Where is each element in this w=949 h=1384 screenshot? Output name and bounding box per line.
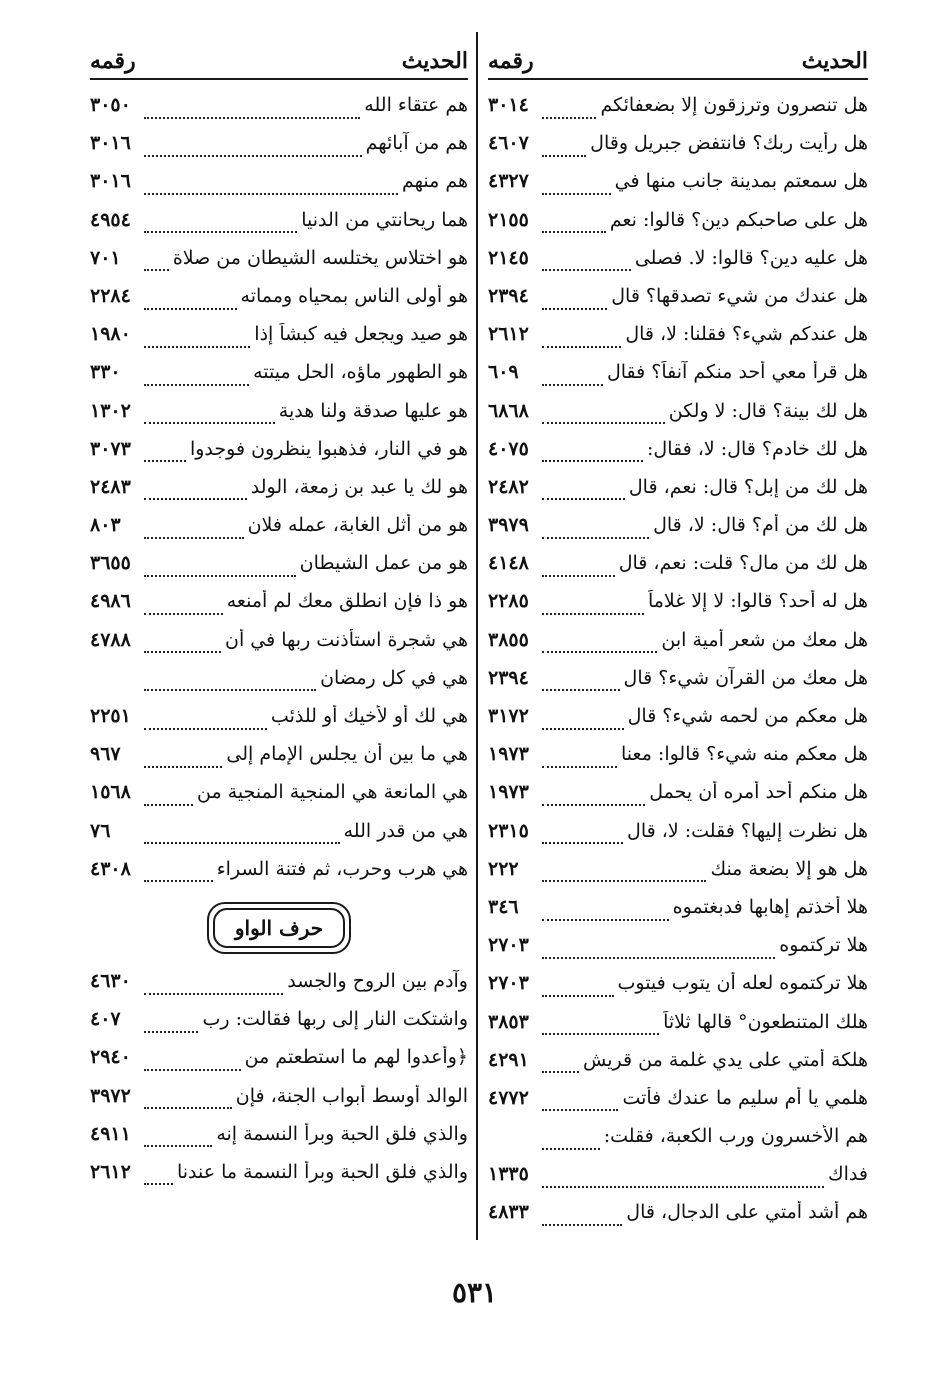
entry-number: ٤٠٧٥ xyxy=(488,437,529,460)
dot-leader xyxy=(542,536,649,539)
dot-leader xyxy=(542,421,665,424)
index-entry xyxy=(90,514,468,552)
dot-leader xyxy=(144,116,360,119)
dot-leader xyxy=(144,1030,198,1033)
dot-leader xyxy=(542,727,624,730)
index-entry xyxy=(90,970,468,1008)
index-entry xyxy=(488,209,868,247)
entry-number: ٢٣١٥ xyxy=(488,819,529,842)
index-entry xyxy=(488,94,868,132)
entry-text: هو اختلاس يختلسه الشيطان من صلاة xyxy=(172,246,468,269)
entry-number: ١٩٧٣ xyxy=(488,781,529,804)
entry-text: هل عليه دين؟ قالوا: لا. فصلى xyxy=(634,246,868,269)
index-entry xyxy=(90,400,468,438)
entry-text: هم منهم xyxy=(401,170,468,193)
right-column xyxy=(488,40,868,1240)
section-frame xyxy=(207,902,351,954)
index-entry xyxy=(488,552,868,590)
index-entry xyxy=(90,781,468,819)
entry-number: ٢٢٨٤ xyxy=(90,284,131,307)
entry-number: ١٣٣٥ xyxy=(488,1163,529,1186)
index-entry xyxy=(90,170,468,208)
index-entry xyxy=(488,820,868,858)
entry-number: ٣٩٧٢ xyxy=(90,1084,131,1107)
entry-text: هل لك بينة؟ قال: لا ولكن xyxy=(668,399,868,422)
dot-leader xyxy=(542,1070,579,1073)
dot-leader xyxy=(542,918,669,921)
entry-number: ٢٧٠٣ xyxy=(488,934,529,957)
index-entry xyxy=(90,285,468,323)
entry-number: ٨٠٣ xyxy=(90,514,121,537)
entry-number: ١٥٦٨ xyxy=(90,781,131,804)
entry-text: هم عتقاء الله xyxy=(364,94,468,116)
dot-leader xyxy=(144,154,362,157)
index-entry xyxy=(488,247,868,285)
right-column-entries xyxy=(488,94,868,1240)
dot-leader xyxy=(144,497,247,500)
entry-text: هل لك من إبل؟ قال: نعم، قال xyxy=(628,475,868,498)
header-number-label: رقمه xyxy=(488,48,534,74)
dot-leader xyxy=(542,650,657,653)
entry-number: ٢٤٨٢ xyxy=(488,475,529,498)
entry-number: ٢٢٢ xyxy=(488,857,519,880)
dot-leader xyxy=(144,421,275,424)
entry-number: ٣٨٥٥ xyxy=(488,628,529,651)
entry-number: ٣٠٧٣ xyxy=(90,437,131,460)
entry-number: ٤٦٣٠ xyxy=(90,969,131,992)
index-entry xyxy=(488,400,868,438)
index-entry xyxy=(488,667,868,705)
entry-text: هو لك يا عبد بن زمعة، الولد xyxy=(250,475,468,498)
entry-text: هم الأخسرون ورب الكعبة، فقلت: xyxy=(603,1125,868,1148)
left-column-header xyxy=(90,40,468,80)
header-number-label: رقمه xyxy=(90,48,136,74)
dot-leader xyxy=(542,345,621,348)
entry-text: هل عندك من شيء تصدقها؟ قال xyxy=(611,284,868,307)
entry-text: هل رأيت ربك؟ فانتفض جبريل وقال xyxy=(590,132,868,155)
dot-leader xyxy=(144,345,250,348)
index-entry xyxy=(488,476,868,514)
entry-number: ٦٠٩ xyxy=(488,361,519,384)
dot-leader xyxy=(542,1108,618,1111)
dot-leader xyxy=(144,574,296,577)
entry-text: هو ذا فإن انطلق معك لم أمنعه xyxy=(226,590,468,613)
index-entry xyxy=(90,858,468,896)
entry-number: ٢٣٩٤ xyxy=(488,666,529,689)
entry-number: ٤٧٨٨ xyxy=(90,628,131,651)
dot-leader xyxy=(144,192,398,195)
entry-number: ٢٤٨٣ xyxy=(90,475,131,498)
left-column-entries xyxy=(90,94,468,896)
index-entry xyxy=(488,590,868,628)
index-entry xyxy=(488,1125,868,1163)
entry-number: ٣٦٥٥ xyxy=(90,552,131,575)
entry-text: هل لك خادم؟ قال: لا، فقال: xyxy=(647,437,868,460)
index-entry xyxy=(90,1085,468,1123)
index-entry xyxy=(90,438,468,476)
dot-leader xyxy=(542,1185,824,1188)
entry-text: هلا تركتموه لعله أن يتوب فيتوب xyxy=(617,972,868,995)
entry-number: ٦٨٦٨ xyxy=(488,399,529,422)
entry-number: ١٩٧٣ xyxy=(488,743,529,766)
entry-number: ٢٧٠٣ xyxy=(488,972,529,995)
dot-leader xyxy=(542,230,606,233)
entry-text: هي ما بين أن يجلس الإمام إلى xyxy=(226,743,468,766)
index-entry xyxy=(488,1087,868,1125)
entry-text: هلا تركتموه xyxy=(779,934,868,957)
entry-text: هي من قدر الله xyxy=(343,819,468,842)
entry-text: هل تنصرون وترزقون إلا بضعفائكم xyxy=(600,94,868,116)
dot-leader xyxy=(144,650,221,653)
index-entry xyxy=(90,667,468,705)
entry-text: هو الطهور ماؤه، الحل ميتته xyxy=(253,361,468,384)
dot-leader xyxy=(542,459,643,462)
dot-leader xyxy=(542,765,617,768)
dot-leader xyxy=(144,992,283,995)
dot-leader xyxy=(542,192,611,195)
entry-text: هل لك من مال؟ قلت: نعم، قال xyxy=(618,552,868,575)
index-entry xyxy=(488,1011,868,1049)
index-entry xyxy=(90,705,468,743)
entry-text: هل معكم من لحمه شيء؟ قال xyxy=(627,705,868,727)
index-entry xyxy=(488,285,868,323)
dot-leader xyxy=(144,1068,241,1071)
entry-number: ٢٣٩٤ xyxy=(488,284,529,307)
entry-number: ٣٨٥٣ xyxy=(488,1010,529,1033)
index-entry xyxy=(90,590,468,628)
dot-leader xyxy=(542,994,614,997)
entry-number: ٣٣٠ xyxy=(90,361,121,384)
index-entry xyxy=(488,705,868,743)
entry-number: ٤٩٨٦ xyxy=(90,590,131,613)
dot-leader xyxy=(542,268,631,271)
dot-leader xyxy=(542,116,596,119)
dot-leader xyxy=(144,1106,232,1109)
entry-number: ٢١٤٥ xyxy=(488,246,529,269)
entry-number: ٣٠١٤ xyxy=(488,94,529,116)
entry-text: هل هو إلا بضعة منك xyxy=(710,857,868,880)
dot-leader xyxy=(144,612,223,615)
entry-number: ٩٦٧ xyxy=(90,743,121,766)
entry-text: وآدم بين الروح والجسد xyxy=(287,969,468,992)
dot-leader xyxy=(542,154,586,157)
entry-number: ٤٣٢٧ xyxy=(488,170,529,193)
dot-leader xyxy=(542,956,775,959)
index-entry xyxy=(488,361,868,399)
dot-leader xyxy=(144,268,169,271)
entry-number: ٤٦٠٧ xyxy=(488,132,529,155)
entry-number: ٣٩٧٩ xyxy=(488,514,529,537)
entry-text: هل معك من شعر أمية ابن xyxy=(661,628,868,651)
index-entry xyxy=(90,209,468,247)
index-entry xyxy=(90,361,468,399)
entry-text: هل منكم أحد أمره أن يحمل xyxy=(649,781,868,804)
entry-text: هم أشد أمتي على الدجال، قال xyxy=(626,1201,868,1224)
index-entry xyxy=(488,1049,868,1087)
entry-number: ٤٣٠٨ xyxy=(90,857,131,880)
entry-text: والذي فلق الحبة وبرأ النسمة إنه xyxy=(216,1122,468,1145)
index-entry xyxy=(488,438,868,476)
dot-leader xyxy=(144,688,316,691)
index-entry xyxy=(90,629,468,667)
dot-leader xyxy=(144,879,213,882)
entry-text: هم من آبائهم xyxy=(365,132,468,155)
entry-text: الوالد أوسط أبواب الجنة، فإن xyxy=(235,1084,468,1107)
section-heading xyxy=(90,902,468,954)
dot-leader xyxy=(144,307,237,310)
right-column-header xyxy=(488,40,868,80)
entry-number: ٤٢٩١ xyxy=(488,1048,529,1071)
index-entry xyxy=(90,1008,468,1046)
dot-leader xyxy=(144,536,244,539)
dot-leader xyxy=(542,383,603,386)
index-entry xyxy=(488,132,868,170)
index-entry xyxy=(488,629,868,667)
entry-number: ٢٦١٢ xyxy=(488,323,529,346)
entry-text: هي شجرة استأذنت ربها في أن xyxy=(225,628,468,651)
entry-text: هلك المتنطعون° قالها ثلاثاً xyxy=(663,1010,868,1033)
index-entry xyxy=(90,1161,468,1199)
entry-text: هي هرب وحرب، ثم فتنة السراء xyxy=(216,857,468,880)
entry-text: هو عليها صدقة ولنا هدية xyxy=(278,399,468,422)
entry-number: ٣٠١٦ xyxy=(90,170,131,193)
entry-text: هو من أثل الغابة، عمله فلان xyxy=(247,514,468,537)
left-column-entries-waw xyxy=(90,970,468,1199)
dot-leader xyxy=(144,230,297,233)
entry-text: هي المانعة هي المنجية المنجية من xyxy=(197,781,468,804)
column-divider xyxy=(476,32,478,1240)
dot-leader xyxy=(542,879,706,882)
entry-number: ٤٨٣٣ xyxy=(488,1201,529,1224)
entry-number: ٤٧٧٢ xyxy=(488,1086,529,1109)
index-entry xyxy=(90,247,468,285)
dot-leader xyxy=(144,459,186,462)
entry-text: هو في النار، فذهبوا ينظرون فوجدوا xyxy=(189,437,468,460)
dot-leader xyxy=(144,727,267,730)
index-entry xyxy=(90,476,468,514)
entry-number: ٧٠١ xyxy=(90,246,121,269)
section-title: حرف الواو xyxy=(213,908,345,948)
index-entry xyxy=(488,170,868,208)
entry-text: هل قرأ معي أحد منكم آنفاً؟ فقال xyxy=(606,361,868,384)
entry-number: ٧٦ xyxy=(90,819,111,842)
entry-text: والذي فلق الحبة وبرأ النسمة ما عندنا xyxy=(176,1160,468,1183)
dot-leader xyxy=(542,841,623,844)
index-entry xyxy=(90,323,468,361)
entry-text: هل على صاحبكم دين؟ قالوا: نعم xyxy=(609,208,868,231)
dot-leader xyxy=(542,688,620,691)
entry-text: ﴿وأعدوا لهم ما استطعتم من xyxy=(244,1046,468,1069)
entry-number: ٣٠٥٠ xyxy=(90,94,131,116)
entry-number: ٢١٥٥ xyxy=(488,208,529,231)
entry-number: ٤٩٥٤ xyxy=(90,208,131,231)
entry-number: ٢٦١٢ xyxy=(90,1160,131,1183)
entry-text: هل معك من القرآن شيء؟ قال xyxy=(623,666,868,689)
index-entry xyxy=(488,934,868,972)
entry-number: ٣١٧٢ xyxy=(488,705,529,727)
index-entry xyxy=(488,1163,868,1201)
entry-text: هل لك من أم؟ قال: لا، قال xyxy=(653,514,868,537)
entry-text: هلكة أمتي على يدي غلمة من قريش xyxy=(583,1048,868,1071)
index-entry xyxy=(488,858,868,896)
dot-leader xyxy=(144,803,193,806)
index-entry xyxy=(488,896,868,934)
entry-number: ٢٢٥١ xyxy=(90,705,131,727)
index-entry xyxy=(488,323,868,361)
entry-number: ١٣٠٢ xyxy=(90,399,131,422)
dot-leader xyxy=(542,612,644,615)
index-entry xyxy=(488,972,868,1010)
entry-text: هل عندكم شيء؟ فقلنا: لا، قال xyxy=(625,323,868,346)
entry-text: هي لك أو لأخيك أو للذئب xyxy=(270,705,468,727)
entry-text: هل معكم منه شيء؟ قالوا: معنا xyxy=(621,743,868,766)
entry-text: هلمي يا أم سليم ما عندك فأتت xyxy=(622,1086,868,1109)
entry-text: هل سمعتم بمدينة جانب منها في xyxy=(614,170,868,193)
entry-text: هو صيد ويجعل فيه كبشاً إذا xyxy=(254,323,468,346)
entry-number: ٢٩٤٠ xyxy=(90,1046,131,1069)
dot-leader xyxy=(542,1223,622,1226)
dot-leader xyxy=(144,841,340,844)
entry-text: هل نظرت إليها؟ فقلت: لا، قال xyxy=(627,819,868,842)
index-entry xyxy=(90,820,468,858)
dot-leader xyxy=(144,1144,212,1147)
index-entry xyxy=(90,1123,468,1161)
index-entry xyxy=(90,1046,468,1084)
entry-number: ٢٢٨٥ xyxy=(488,590,529,613)
entry-number: ٤١٤٨ xyxy=(488,552,529,575)
entry-text: هلا أخذتم إهابها فدبغتموه xyxy=(672,895,868,918)
dot-leader xyxy=(542,497,625,500)
dot-leader xyxy=(542,803,645,806)
entry-number: ٤٠٧ xyxy=(90,1008,121,1031)
entry-number: ١٩٨٠ xyxy=(90,323,131,346)
index-entry xyxy=(488,1201,868,1239)
entry-number: ٤٩١١ xyxy=(90,1122,131,1145)
header-hadith-label: الحديث xyxy=(401,48,468,74)
index-entry xyxy=(488,743,868,781)
dot-leader xyxy=(144,383,249,386)
index-entry xyxy=(90,552,468,590)
entry-text: هو من عمل الشيطان xyxy=(299,552,468,575)
dot-leader xyxy=(144,765,222,768)
left-column xyxy=(90,40,468,1199)
dot-leader xyxy=(542,1147,600,1150)
entry-text: هو أولى الناس بمحياه ومماته xyxy=(240,284,468,307)
entry-text: واشتكت النار إلى ربها فقالت: رب xyxy=(202,1008,468,1031)
dot-leader xyxy=(144,1182,173,1185)
entry-number: ٣٤٦ xyxy=(488,895,519,918)
entry-text: هي في كل رمضان xyxy=(320,666,468,689)
entry-text: هل له أحد؟ قالوا: لا إلا غلاماً xyxy=(647,590,868,613)
index-entry xyxy=(90,132,468,170)
entry-text: فداك xyxy=(828,1163,868,1186)
index-entry xyxy=(488,781,868,819)
header-hadith-label: الحديث xyxy=(801,48,868,74)
dot-leader xyxy=(542,574,615,577)
page-number: ٥٣١ xyxy=(451,1276,498,1309)
entry-text: هما ريحانتي من الدنيا xyxy=(301,208,468,231)
index-entry xyxy=(90,743,468,781)
dot-leader xyxy=(542,307,607,310)
entry-number: ٣٠١٦ xyxy=(90,132,131,155)
index-entry xyxy=(90,94,468,132)
dot-leader xyxy=(542,1032,659,1035)
index-entry xyxy=(488,514,868,552)
